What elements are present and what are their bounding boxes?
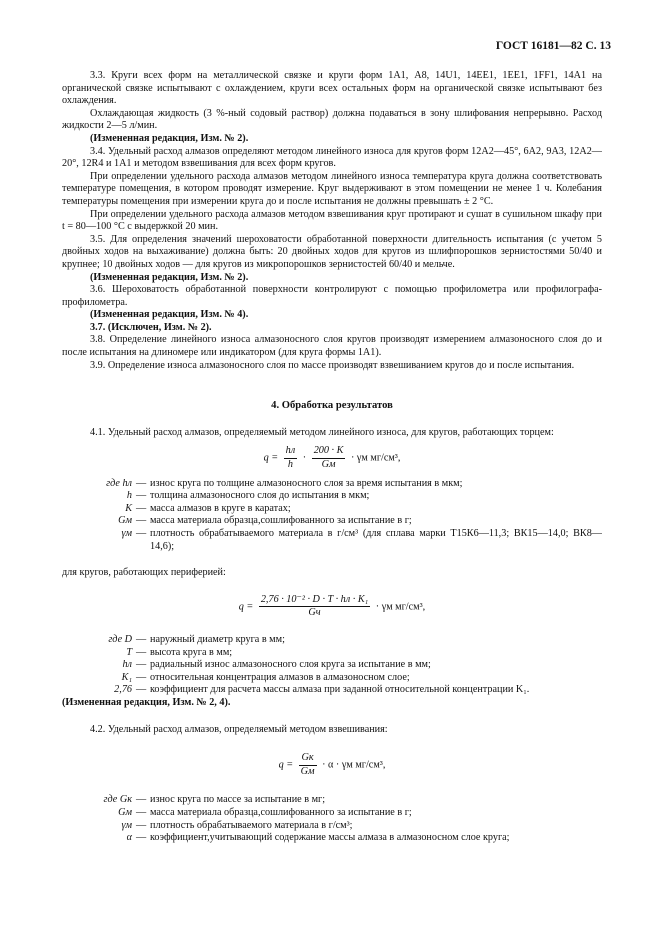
definition-term: где Gк [103, 794, 132, 806]
edit-note: (Измененная редакция, Изм. № 2). [90, 271, 249, 283]
definition-row [62, 820, 602, 833]
formula-3 [62, 752, 602, 778]
definition-text: коэффициент для расчета массы алмаза при заданной относительной концентрации K₁. [150, 684, 530, 696]
para-3-4-temp: При определении удельного расхода алмазов методом линейного износа температура круга должна соответствовать температуре помещения, в котором проводят измерение. Круг выдерживают в этом помещении не менее 1 ч. Колебания температуры помещения при измерении круга до и после испытания не должны превышать ± 2 °С. [62, 170, 602, 207]
para-4-1-periphery: для кругов, работающих периферией: [62, 567, 226, 579]
edit-note: (Измененная редакция, Изм. № 4). [90, 309, 249, 321]
formula-den: h [287, 459, 293, 471]
definition-row [62, 528, 602, 553]
para-4-1: 4.1. Удельный расход алмазов, определяемый методом линейного износа, для кругов, работающих торцем: [90, 426, 554, 438]
definition-text: износ круга по массе за испытание в мг; [150, 794, 326, 806]
formula-q: q = [263, 452, 279, 464]
para-3-5: 3.5. Для определения значений шероховатости обработанной поверхности длительность испытания (с учетом 5 двойных ходов на выхаживание) должна быть: 20 двойных ходов для кругов из шлифпорошков зернистостями 50/40 и крупнее; 10 двойных ходов — для кругов из микропорошков зернистостей 60/40 и мельче. [62, 233, 602, 270]
definition-dash: — [136, 490, 147, 502]
definition-text: высота круга в мм; [150, 646, 233, 658]
definition-dash: — [136, 646, 147, 658]
definition-row [62, 647, 602, 660]
definition-dash: — [136, 806, 147, 818]
formula-1: q = $\frac{hл}{h}$ · $\frac{200 \cdot K}{Gм}$ · γм мг/см³, [263, 445, 401, 471]
definition-text: плотность обрабатываемого материала в г/см³ (для сплава марки Т15К6—11,3; ВК15—14,0; ВК8—14,6); [150, 528, 602, 552]
definition-term: где D [108, 633, 132, 645]
definitions-2 [62, 634, 602, 697]
formula-q: q = [238, 601, 254, 613]
para-3-6: 3.6. Шероховатость обработанной поверхности контролируют с помощью профилометра или профилографа-профилометра. [62, 284, 602, 308]
formula-num: hл [284, 445, 298, 459]
para-3-9: 3.9. Определение износа алмазоносного слоя по массе производят взвешиванием кругов до и после испытания. [90, 359, 575, 371]
definition-term: K [125, 502, 132, 514]
section-title: 4. Обработка результатов [271, 400, 393, 412]
para-3-3-coolant: Охлаждающая жидкость (3 %-ный содовый раствор) должна подаваться в зону шлифования непрерывно. Расход жидкости 2—5 л/мин. [62, 107, 602, 132]
formula-tail: · α · γм мг/см³, [322, 759, 386, 771]
para-4-2: 4.2. Удельный расход алмазов, определяемый методом взвешивания: [90, 723, 388, 735]
definition-dash: — [136, 794, 147, 806]
formula-den: Gм [300, 765, 315, 777]
definition-text: масса материала образца,сошлифованного за испытание в г; [150, 515, 412, 527]
para-3-3: 3.3. Круги всех форм на металлической связке и круги форм 1А1, А8, 14U1, 14ЕЕ1, 1ЕЕ1, 1FF1, 14А1 на органической связке испытывают с охлаждением, круги всех остальных форм на органической связке испытывают без охлаждения. [62, 70, 602, 107]
definition-term: 2,76 [114, 684, 132, 696]
definition-term: Gм [118, 515, 132, 527]
definitions-1 [62, 478, 602, 554]
formula-tail: · γм мг/см³, [350, 452, 401, 464]
formula-tail: · γм мг/см³, [375, 601, 426, 613]
formula-num: 2,76 · 10⁻² · D · T · hл · K₁ [259, 594, 370, 608]
definition-row [62, 503, 602, 516]
para-3-4-weigh: При определении удельного расхода алмазов методом взвешивания круг протирают и сушат в сушильном шкафу при t = 80—100 °С с выдержкой 20 мин. [62, 208, 602, 233]
definition-text: радиальный износ алмазоносного слоя круга за испытание в мм; [150, 659, 431, 671]
definition-text: масса алмазов в круге в каратах; [150, 502, 291, 514]
definition-row [62, 478, 602, 491]
definition-text: толщина алмазоносного слоя до испытания в мкм; [150, 490, 370, 502]
definition-dash: — [136, 502, 147, 514]
definition-row [62, 832, 602, 845]
definition-row [62, 807, 602, 820]
definition-term: K₁ [121, 671, 132, 683]
definition-dash: — [136, 659, 147, 671]
edit-note: (Измененная редакция, Изм. № 2). [90, 132, 249, 144]
definitions-3 [62, 794, 602, 844]
definition-dash: — [136, 528, 147, 539]
edit-note: (Измененная редакция, Изм. № 2, 4). [62, 696, 231, 708]
definition-row [62, 634, 602, 647]
definition-dash: — [136, 515, 147, 527]
definition-term: hл [122, 659, 132, 671]
formula-q: q = [278, 759, 294, 771]
definition-term: γм [121, 819, 132, 831]
definition-text: относительная концентрация алмазов в алмазоносном слое; [150, 671, 410, 683]
definition-term: T [126, 646, 132, 658]
definition-dash: — [136, 684, 147, 696]
definition-term: h [126, 490, 132, 502]
definition-row [62, 490, 602, 503]
formula-2 [62, 594, 602, 620]
definition-row [62, 672, 602, 685]
definition-dash: — [136, 819, 147, 831]
definition-row [62, 515, 602, 528]
para-3-8: 3.8. Определение линейного износа алмазоносного слоя кругов производят измерением алмазоносного слоя до и после испытания на длиномере или индикатором (для круга формы 1А1). [62, 334, 602, 359]
definition-text: коэффициент,учитывающий содержание массы алмаза в алмазоносном слое круга; [150, 832, 510, 844]
definition-dash: — [136, 477, 147, 489]
definition-term: γм [121, 528, 132, 539]
para-3-7: 3.7. (Исключен, Изм. № 2). [90, 321, 212, 333]
definition-row [62, 794, 602, 807]
body-text [62, 70, 602, 845]
formula-num: Gк [299, 752, 317, 766]
formula-num: 200 · K [312, 445, 346, 459]
definition-term: α [126, 832, 132, 844]
page-header: ГОСТ 16181—82 С. 13 [495, 40, 611, 52]
definition-row [62, 684, 602, 697]
para-3-4: 3.4. Удельный расход алмазов определяют методом линейного износа для кругов форм 12А2—45°, 6А2, 9А3, 12А2—20°, 12R4 и 1А1 и методом взвешивания для всех форм кругов. [62, 145, 602, 170]
definition-dash: — [136, 671, 147, 683]
definition-text: масса материала образца,сошлифованного за испытание в г; [150, 806, 412, 818]
definition-term: где hл [106, 477, 132, 489]
definition-text: плотность обрабатываемого материала в г/см³; [150, 819, 353, 831]
definition-row [62, 659, 602, 672]
definition-dash: — [136, 832, 147, 844]
formula-den: Gм [321, 459, 336, 471]
definition-dash: — [136, 633, 147, 645]
definition-term: Gм [118, 806, 132, 818]
definition-text: износ круга по толщине алмазоносного слоя за время испытания в мкм; [150, 477, 463, 489]
definition-text: наружный диаметр круга в мм; [150, 633, 285, 645]
formula-den: Gч [308, 607, 321, 619]
